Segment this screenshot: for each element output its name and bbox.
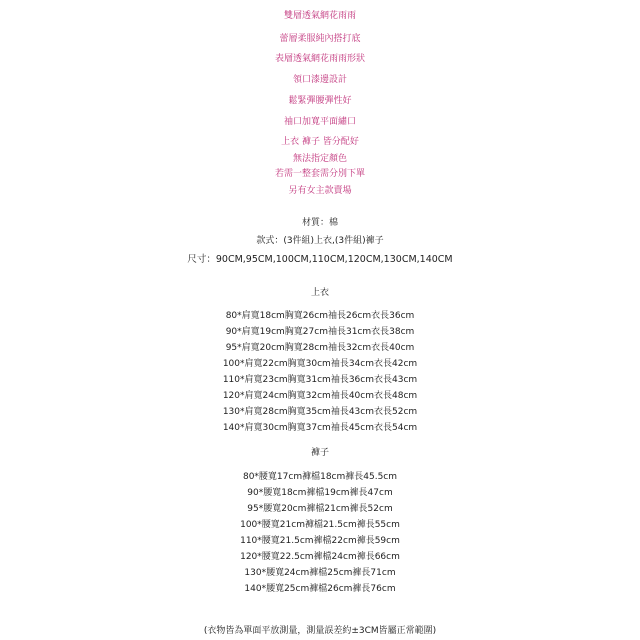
top-size-row: 80*肩寬18cm胸寬26cm袖長26cm衣長36cm <box>225 311 415 321</box>
top-size-row: 90*肩寬19cm胸寬27cm袖長31cm衣長38cm <box>225 327 415 337</box>
pants-size-row: 110*腰寬21.5cm褲檔22cm褲長59cm <box>240 536 400 546</box>
feature-line: 無法指定顏色 <box>292 154 347 164</box>
feature-line: 上衣 褲子 皆分配好 <box>281 137 359 147</box>
material-line: 材質：棉 <box>301 218 338 228</box>
feature-line: 領口漆邊設計 <box>292 75 347 85</box>
pants-size-row: 100*腰寬21cm褲檔21.5cm褲長55cm <box>240 520 400 530</box>
style-line: 款式：(3件組)上衣,(3件組)褲子 <box>256 236 384 246</box>
feature-line: 鬆緊彈腰彈性好 <box>288 96 352 106</box>
top-heading: 上衣 <box>310 288 329 298</box>
pants-size-row: 140*腰寬25cm褲檔26cm褲長76cm <box>244 584 396 594</box>
feature-line: 若需一整套需分別下單 <box>274 169 365 179</box>
pants-size-row: 90*腰寬18cm褲檔19cm褲長47cm <box>247 488 393 498</box>
top-size-row: 140*肩寬30cm胸寬37cm袖長45cm衣長54cm <box>222 423 418 433</box>
feature-line: 袖口加寬平面繡口 <box>283 117 356 127</box>
top-size-row: 100*肩寬22cm胸寬30cm袖長34cm衣長42cm <box>222 359 418 369</box>
feature-line: 另有女主款賣場 <box>288 186 352 196</box>
feature-line: 雙層透氣網花雨雨 <box>283 11 356 21</box>
top-size-row: 95*肩寬20cm胸寬28cm袖長32cm衣長40cm <box>225 343 415 353</box>
measurement-footnote: (衣物皆為單面平放測量，測量誤差約±3CM皆屬正常範圍) <box>203 626 437 636</box>
feature-line: 蕾層柔服純內搭打底 <box>279 34 361 44</box>
pants-size-row: 120*腰寬22.5cm褲檔24cm褲長66cm <box>240 552 400 562</box>
top-size-row: 120*肩寬24cm胸寬32cm袖長40cm衣長48cm <box>222 391 418 401</box>
top-size-row: 130*肩寬28cm胸寬35cm袖長43cm衣長52cm <box>222 407 418 417</box>
pants-size-row: 95*腰寬20cm褲檔21cm褲長52cm <box>247 504 393 514</box>
size-line: 尺寸：90CM,95CM,100CM,110CM,120CM,130CM,140CM <box>187 254 453 265</box>
pants-size-row: 80*腰寬17cm褲檔18cm褲長45.5cm <box>242 472 398 482</box>
pants-heading: 褲子 <box>310 448 329 458</box>
feature-line: 表層透氣網花雨雨形狀 <box>274 54 365 64</box>
top-size-row: 110*肩寬23cm胸寬31cm袖長36cm衣長43cm <box>222 375 418 385</box>
pants-size-row: 130*腰寬24cm褲檔25cm褲長71cm <box>244 568 396 578</box>
